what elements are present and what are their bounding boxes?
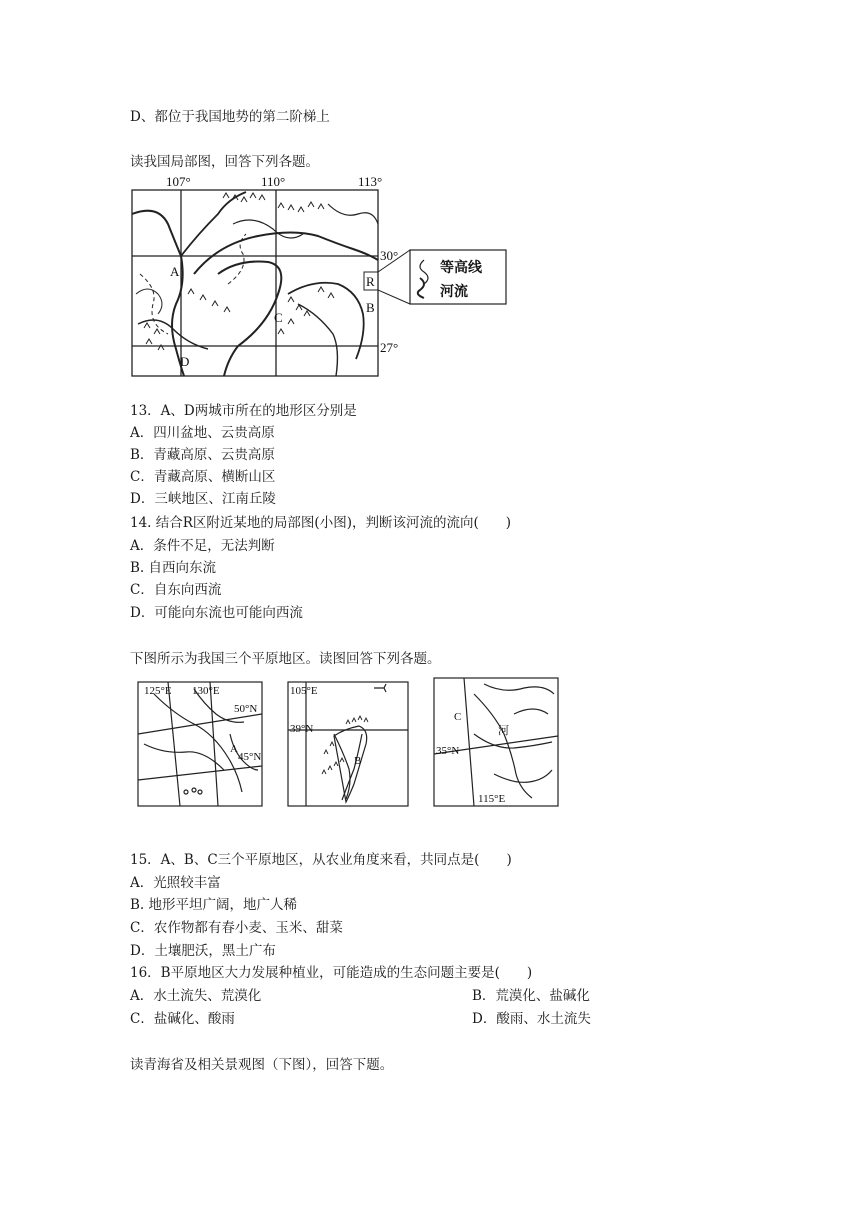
q15-option-b: B. 地形平坦广阔，地广人稀 [130,897,298,913]
map1-lon-113: 113° [358,174,383,189]
q13-option-c: C．青藏高原、横断山区 [130,469,276,485]
map2-lat-39: 39°N [290,723,314,735]
map1-lon-107: 107° [166,174,191,189]
intro-qinghai: 读青海省及相关景观图（下图），回答下题。 [130,1057,394,1073]
map2-river: 河 [498,725,509,737]
legend-river: 河流 [440,285,468,300]
q16-option-a: A．水土流失、荒漠化 [130,988,262,1004]
map2-lat-35: 35°N [436,745,460,757]
map2-lat-50: 50°N [234,703,258,715]
q16-option-b: B．荒漠化、盐碱化 [472,988,590,1004]
q14-stem: 14. 结合R区附近某地的局部图(小图)，判断该河流的流向( ) [130,515,511,531]
map2-label-c: C [454,711,462,723]
map2-lon-130: 130°E [192,685,220,697]
map1-lat-27: 27° [380,340,399,355]
map1-label-b: B [366,300,375,315]
q16-options-row1 [130,987,590,1005]
map1-label-r: R [366,274,375,289]
q14-option-b: B. 自西向东流 [130,560,217,576]
intro-plains: 下图所示为我国三个平原地区。读图回答下列各题。 [130,651,441,667]
q15-option-d: D．土壤肥沃，黑土广布 [130,943,276,959]
map1-lon-110: 110° [261,174,286,189]
map2-lon-125: 125°E [144,685,172,697]
q15-stem: 15．A、B、C三个平原地区，从农业角度来看，共同点是( ) [130,852,512,868]
map2-lat-45: 45°N [238,751,262,763]
map-three-plains [134,674,564,810]
q16-options-row2 [130,1010,591,1028]
legend-contour: 等高线 [440,261,482,276]
q15-option-a: A．光照较丰富 [130,875,221,891]
q16-stem: 16．B平原地区大力发展种植业，可能造成的生态问题主要是( ) [130,965,533,981]
q16-option-c: C．盐碱化、酸雨 [130,1011,235,1027]
q14-option-d: D．可能向东流也可能向西流 [130,605,303,621]
map1-label-d: D [180,354,190,369]
map2-lon-105: 105°E [290,685,318,697]
q13-stem: 13．A、D两城市所在的地形区分别是 [130,403,357,419]
q14-option-a: A．条件不足，无法判断 [130,538,275,554]
map1-label-c: C [274,310,283,325]
q13-option-d: D．三峡地区、江南丘陵 [130,491,276,507]
q13-option-b: B．青藏高原、云贵高原 [130,447,275,463]
q13-option-a: A．四川盆地、云贵高原 [130,425,275,441]
q14-option-c: C．自东向西流 [130,582,222,598]
intro-map1: 读我国局部图，回答下列各题。 [130,154,319,170]
map2-label-a: A [230,743,238,755]
q15-option-c: C．农作物都有春小麦、玉米、甜菜 [130,920,343,936]
map2-label-b: B [354,755,362,767]
q16-option-d: D．酸雨、水土流失 [472,1011,591,1027]
map1-lat-30: 30° [380,248,399,263]
map-southwest-china [128,174,508,379]
prev-option-d: D、都位于我国地势的第二阶梯上 [130,109,330,125]
map1-label-a: A [170,264,180,279]
map2-lon-115: 115°E [478,793,506,805]
